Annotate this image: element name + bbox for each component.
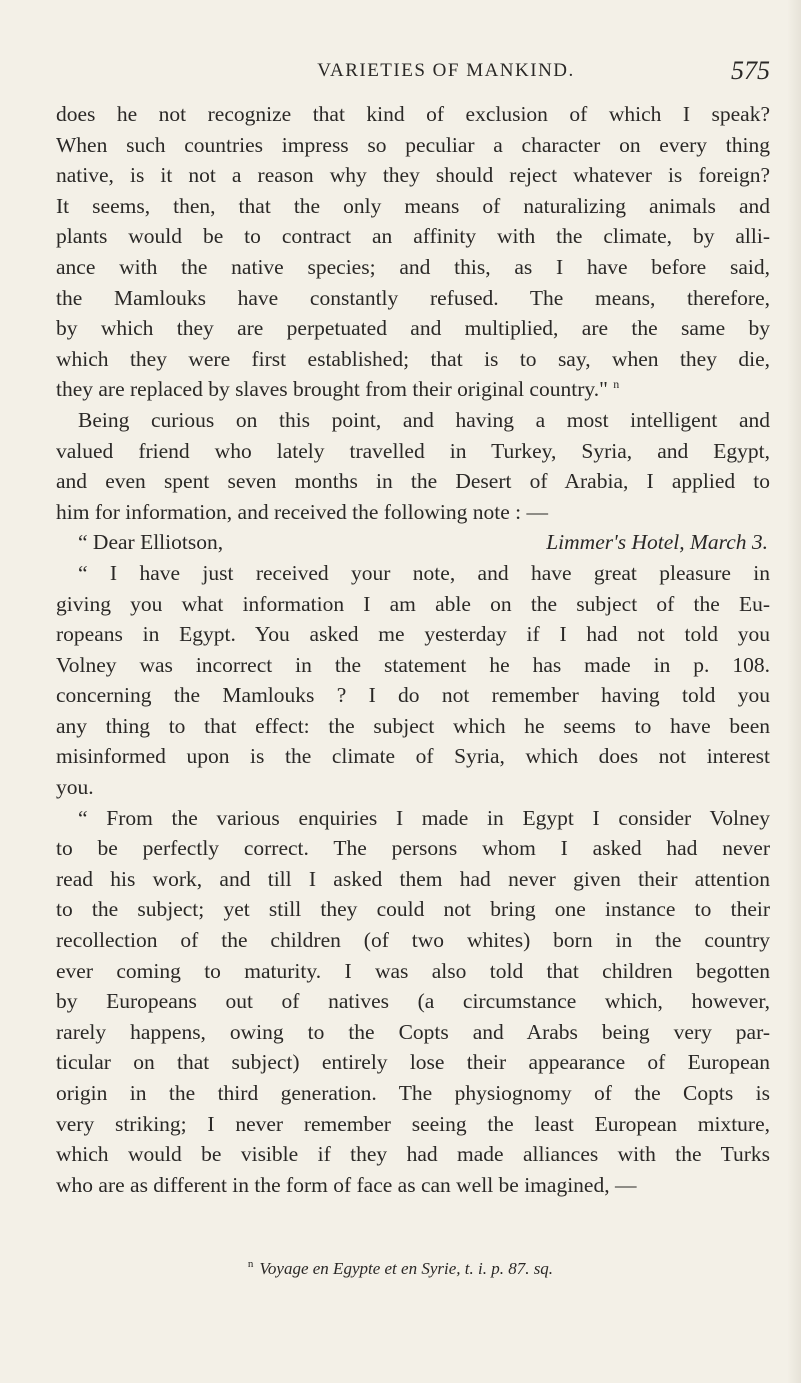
running-head: VARIETIES OF MANKIND.	[317, 60, 575, 81]
text-line: and even spent seven months in the Desert of Arabia, I applied to	[56, 469, 770, 494]
text-line: very striking; I never remember seeing the least European mixture,	[56, 1111, 770, 1136]
body-text	[56, 99, 770, 1200]
text-line: valued friend who lately travelled in Turkey, Syria, and Egypt,	[56, 438, 770, 463]
text-line: which they were first established; that is to say, when they die,	[56, 346, 770, 371]
text-line-content: they are replaced by slaves brought from their original country."	[56, 377, 608, 402]
text-line: “ I have just received your note, and have great pleasure in	[78, 560, 770, 585]
text-line: native, is it not a reason why they should reject whatever is foreign?	[56, 163, 770, 188]
letter-greeting: “ Dear Elliotson,	[78, 530, 224, 555]
footnote	[0, 1258, 801, 1279]
text-line: ticular on that subject) entirely lose their appearance of European	[56, 1050, 770, 1075]
text-line: recollection of the children (of two whites) born in the country	[56, 928, 770, 953]
page-number: 575	[731, 56, 770, 85]
letter-place-date: Limmer's Hotel, March 3.	[546, 530, 768, 555]
text-line	[56, 374, 770, 405]
text-line: to the subject; yet still they could not bring one instance to their	[56, 897, 770, 922]
text-line: Volney was incorrect in the statement he has made in p. 108.	[56, 652, 770, 677]
text-line: giving you what information I am able on the subject of the Eu-	[56, 591, 770, 616]
page-edge-shadow	[787, 0, 801, 1383]
text-line: who are as different in the form of face as can well be imagined, —	[56, 1172, 637, 1197]
text-line: by which they are perpetuated and multiplied, are the same by	[56, 316, 770, 341]
text-line: Being curious on this point, and having a most intelligent and	[78, 407, 770, 432]
text-line: plants would be to contract an affinity with the climate, by alli-	[56, 224, 770, 249]
text-line: rarely happens, owing to the Copts and Arabs being very par-	[56, 1019, 770, 1044]
footnote-text: Voyage en Egypte et en Syrie, t. i. p. 87. sq.	[259, 1259, 554, 1278]
text-line: does he not recognize that kind of exclusion of which I speak?	[56, 102, 770, 126]
text-line: When such countries impress so peculiar a character on every thing	[56, 132, 770, 157]
text-line: him for information, and received the following note : —	[56, 499, 548, 524]
footnote-mark: n	[247, 1258, 254, 1270]
text-line: origin in the third generation. The physiognomy of the Copts is	[56, 1081, 770, 1105]
text-line: you.	[56, 775, 94, 800]
text-line: read his work, and till I asked them had never given their attention	[56, 866, 770, 891]
text-line: to be perfectly correct. The persons whom I asked had never	[56, 836, 770, 861]
text-line: which would be visible if they had made alliances with the Turks	[56, 1142, 770, 1167]
text-line: by Europeans out of natives (a circumstance which, however,	[56, 989, 770, 1014]
text-line: misinformed upon is the climate of Syria, which does not interest	[56, 744, 770, 769]
text-line: any thing to that effect: the subject which he seems to have been	[56, 713, 770, 738]
text-line: the Mamlouks have constantly refused. The means, therefore,	[56, 285, 770, 310]
footnote-reference: n	[613, 377, 620, 392]
text-line: “ From the various enquiries I made in Egypt I consider Volney	[78, 805, 770, 830]
page-header	[120, 56, 772, 90]
text-line: concerning the Mamlouks ? I do not remember having told you	[56, 683, 770, 708]
letter-heading	[56, 527, 770, 558]
text-line: ance with the native species; and this, as I have before said,	[56, 254, 770, 279]
text-line: ropeans in Egypt. You asked me yesterday if I had not told you	[56, 622, 770, 647]
text-line: It seems, then, that the only means of naturalizing animals and	[56, 193, 770, 218]
text-line: ever coming to maturity. I was also told that children begotten	[56, 958, 770, 983]
